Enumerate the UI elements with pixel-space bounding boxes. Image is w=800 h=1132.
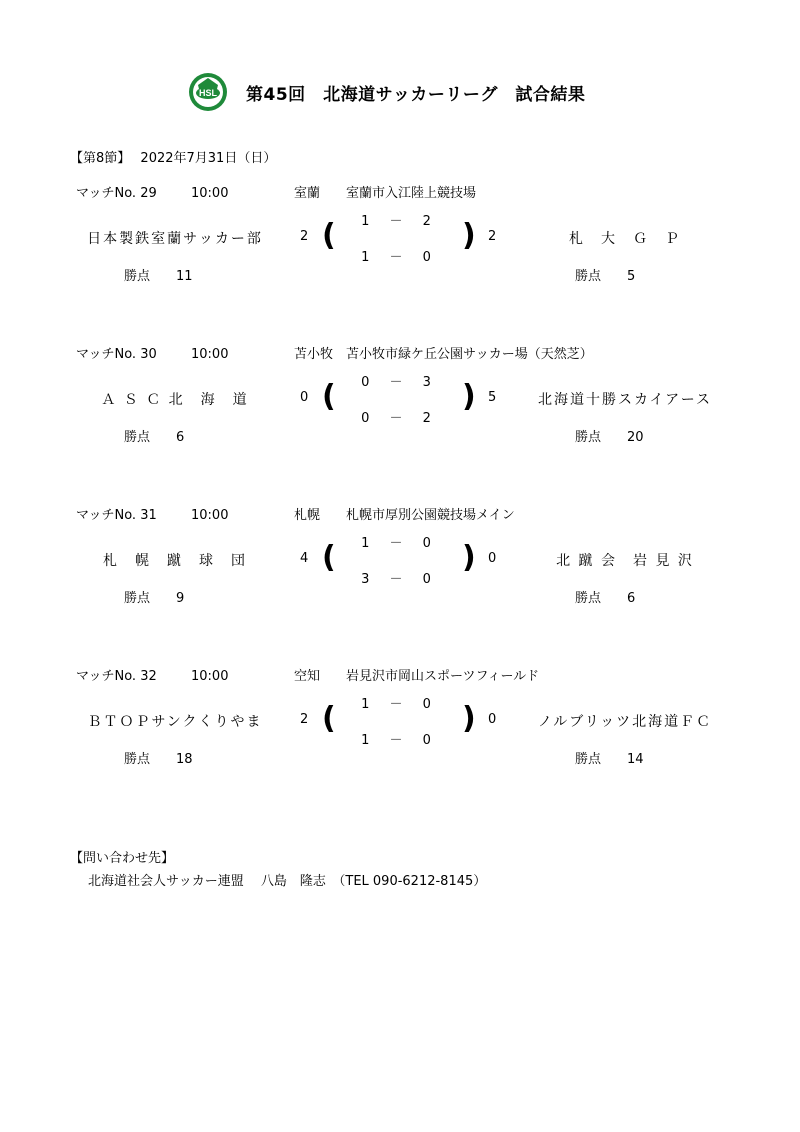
away-points: [575, 587, 635, 606]
points-label: 勝点: [575, 269, 602, 284]
first-half-score: 1 － 2: [361, 214, 439, 229]
points-value: 20: [627, 430, 644, 445]
points-label: 勝点: [575, 591, 602, 606]
header: [188, 72, 585, 112]
right-bracket: ): [462, 379, 476, 414]
match-time: 10:00: [191, 347, 229, 362]
first-half-score: 1 － 0: [361, 697, 439, 712]
right-bracket: ): [462, 218, 476, 253]
league-logo-icon: [188, 72, 228, 112]
match-block: [0, 665, 800, 775]
points-label: 勝点: [124, 591, 151, 606]
second-half-score: 1 － 0: [361, 250, 439, 265]
contact-section: [70, 847, 486, 889]
home-score: 2: [300, 712, 309, 727]
right-bracket: ): [462, 701, 476, 736]
match-city: 札幌: [294, 508, 321, 523]
match-info: [76, 665, 539, 684]
home-score: 0: [300, 390, 309, 405]
second-half-score: 0 － 2: [361, 411, 439, 426]
second-half-score: 3 － 0: [361, 572, 439, 587]
right-bracket: ): [462, 540, 476, 575]
match-number: マッチNo. 29: [76, 186, 157, 201]
home-team: 日本製鉄室蘭サッカー部: [87, 231, 263, 247]
page-title: 第45回 北海道サッカーリーグ 試合結果: [246, 84, 586, 105]
home-points: [124, 265, 193, 284]
match-city: 空知: [294, 669, 321, 684]
first-half-score: 1 － 0: [361, 536, 439, 551]
left-bracket: (: [322, 540, 336, 575]
match-city: 苫小牧: [294, 347, 334, 362]
points-label: 勝点: [124, 430, 151, 445]
points-label: 勝点: [575, 752, 602, 767]
away-team: 北 蹴 会 岩 見 沢: [556, 553, 694, 569]
away-score: 0: [488, 712, 497, 727]
match-info: [76, 182, 476, 201]
match-info: [76, 504, 515, 523]
match-city: 室蘭: [294, 186, 321, 201]
match-info: [76, 343, 593, 362]
match-venue: 岩見沢市岡山スポーツフィールド: [346, 669, 540, 684]
points-value: 14: [627, 752, 644, 767]
away-points: [575, 748, 644, 767]
round-date: 2022年7月31日（日）: [140, 151, 277, 166]
match-time: 10:00: [191, 508, 229, 523]
points-value: 11: [176, 269, 193, 284]
match-venue: 室蘭市入江陸上競技場: [346, 186, 477, 201]
match-time: 10:00: [191, 669, 229, 684]
left-bracket: (: [322, 218, 336, 253]
points-value: 5: [627, 269, 636, 284]
second-half-score: 1 － 0: [361, 733, 439, 748]
match-block: [0, 504, 800, 614]
match-time: 10:00: [191, 186, 229, 201]
match-block: [0, 182, 800, 292]
away-points: [575, 426, 644, 445]
round-info: [70, 147, 276, 166]
contact-detail: 北海道社会人サッカー連盟 八島 隆志 （TEL 090-6212-8145）: [88, 874, 487, 889]
points-value: 6: [176, 430, 185, 445]
points-label: 勝点: [124, 269, 151, 284]
match-venue: 苫小牧市緑ケ丘公園サッカー場（天然芝）: [346, 347, 593, 362]
points-value: 9: [176, 591, 185, 606]
away-team: 札 大 Ｇ Ｐ: [569, 231, 681, 247]
home-score: 2: [300, 229, 309, 244]
points-label: 勝点: [124, 752, 151, 767]
match-number: マッチNo. 30: [76, 347, 157, 362]
match-number: マッチNo. 32: [76, 669, 157, 684]
points-value: 18: [176, 752, 193, 767]
away-team: ノルブリッツ北海道ＦＣ: [537, 714, 713, 730]
left-bracket: (: [322, 379, 336, 414]
contact-heading: 【問い合わせ先】: [70, 851, 175, 866]
round-label: 【第8節】: [70, 151, 131, 166]
away-team: 北海道十勝スカイアース: [537, 392, 713, 408]
home-team: ＢＴＯＰサンクくりやま: [87, 714, 263, 730]
match-block: [0, 343, 800, 453]
home-score: 4: [300, 551, 309, 566]
home-team: 札 幌 蹴 球 団: [103, 553, 247, 569]
match-venue: 札幌市厚別公園競技場メイン: [346, 508, 515, 523]
first-half-score: 0 － 3: [361, 375, 439, 390]
away-score: 5: [488, 390, 497, 405]
left-bracket: (: [322, 701, 336, 736]
logo-text: HSL: [199, 88, 217, 98]
home-points: [124, 748, 193, 767]
home-points: [124, 426, 184, 445]
away-score: 0: [488, 551, 497, 566]
home-team: Ａ Ｓ Ｃ 北 海 道: [101, 392, 249, 408]
away-points: [575, 265, 635, 284]
home-points: [124, 587, 184, 606]
away-score: 2: [488, 229, 497, 244]
match-number: マッチNo. 31: [76, 508, 157, 523]
points-label: 勝点: [575, 430, 602, 445]
points-value: 6: [627, 591, 636, 606]
